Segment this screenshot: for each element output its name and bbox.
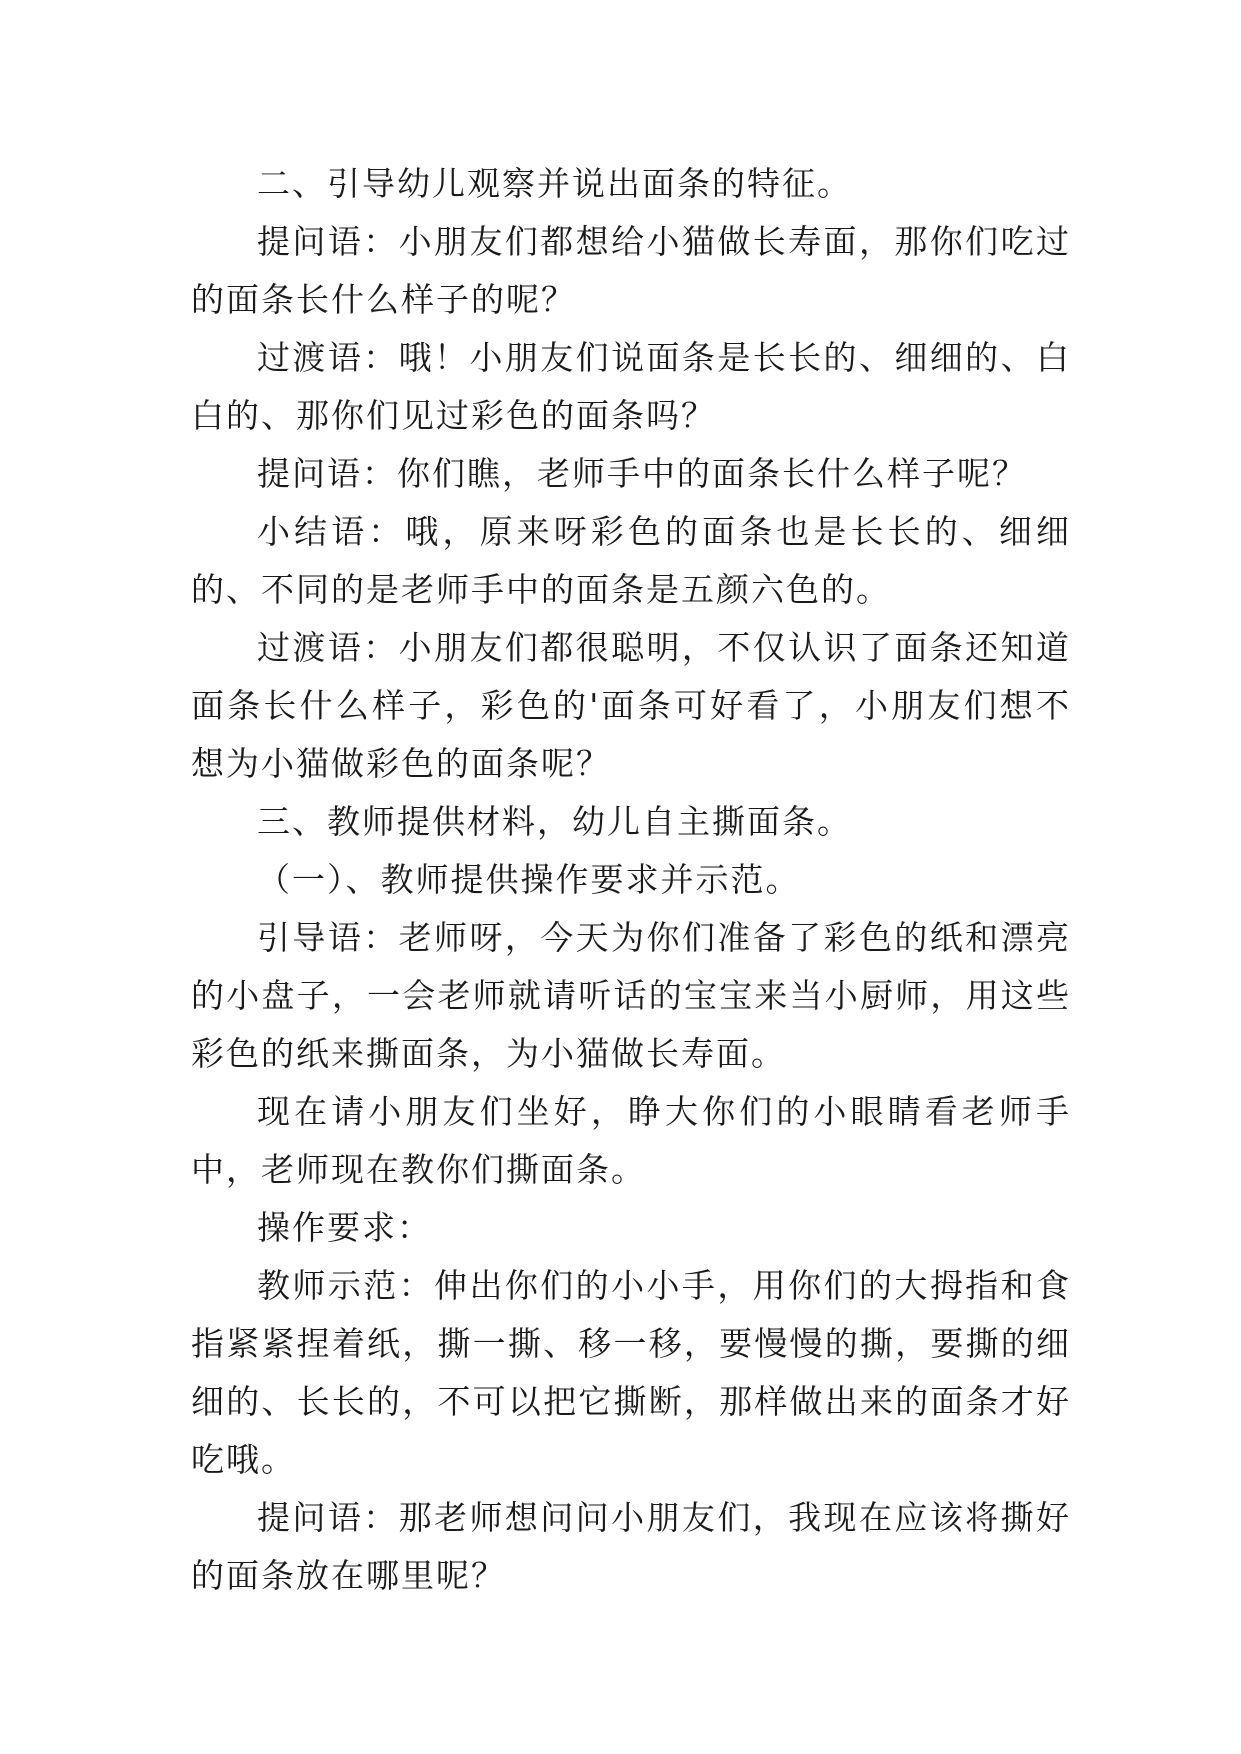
paragraph-transition-2: 过渡语：小朋友们都很聪明，不仅认识了面条还知道面条长什么样子，彩色的'面条可好看了，小朋友们想不想为小猫做彩色的面条呢？ bbox=[191, 628, 1071, 783]
paragraph-guide: 引导语：老师呀，今天为你们准备了彩色的纸和漂亮的小盘子，一会老师就请听话的宝宝来当小厨师，用这些彩色的纸来撕面条，为小猫做长寿面。 bbox=[191, 918, 1071, 1073]
section-heading-2: 二、引导幼儿观察并说出面条的特征。 bbox=[257, 164, 852, 203]
paragraph-instruction: 现在请小朋友们坐好，睁大你们的小眼睛看老师手中，老师现在教你们撕面条。 bbox=[191, 1092, 1071, 1189]
paragraph-demonstration: 教师示范：伸出你们的小小手，用你们的大拇指和食指紧紧捏着纸，撕一撕、移一移，要慢慢的撕，要撕的细细的、长长的，不可以把它撕断，那样做出来的面条才好吃哦。 bbox=[191, 1266, 1071, 1479]
subsection-heading-1: （一）、教师提供操作要求并示范。 bbox=[257, 860, 801, 899]
paragraph-question-2: 提问语：你们瞧，老师手中的面条长什么样子呢？ bbox=[257, 454, 1027, 493]
paragraph-transition-1: 过渡语：哦！小朋友们说面条是长长的、细细的、白白的、那你们见过彩色的面条吗？ bbox=[191, 338, 1071, 435]
paragraph-summary: 小结语：哦，原来呀彩色的面条也是长长的、细细的、不同的是老师手中的面条是五颜六色的。 bbox=[191, 512, 1071, 609]
document-body bbox=[191, 155, 1071, 1605]
paragraph-requirements-label: 操作要求： bbox=[257, 1208, 432, 1247]
paragraph-question-1: 提问语：小朋友们都想给小猫做长寿面，那你们吃过的面条长什么样子的呢？ bbox=[191, 222, 1071, 319]
paragraph-question-3: 提问语：那老师想问问小朋友们，我现在应该将撕好的面条放在哪里呢？ bbox=[191, 1498, 1071, 1595]
section-heading-3: 三、教师提供材料，幼儿自主撕面条。 bbox=[257, 802, 852, 841]
